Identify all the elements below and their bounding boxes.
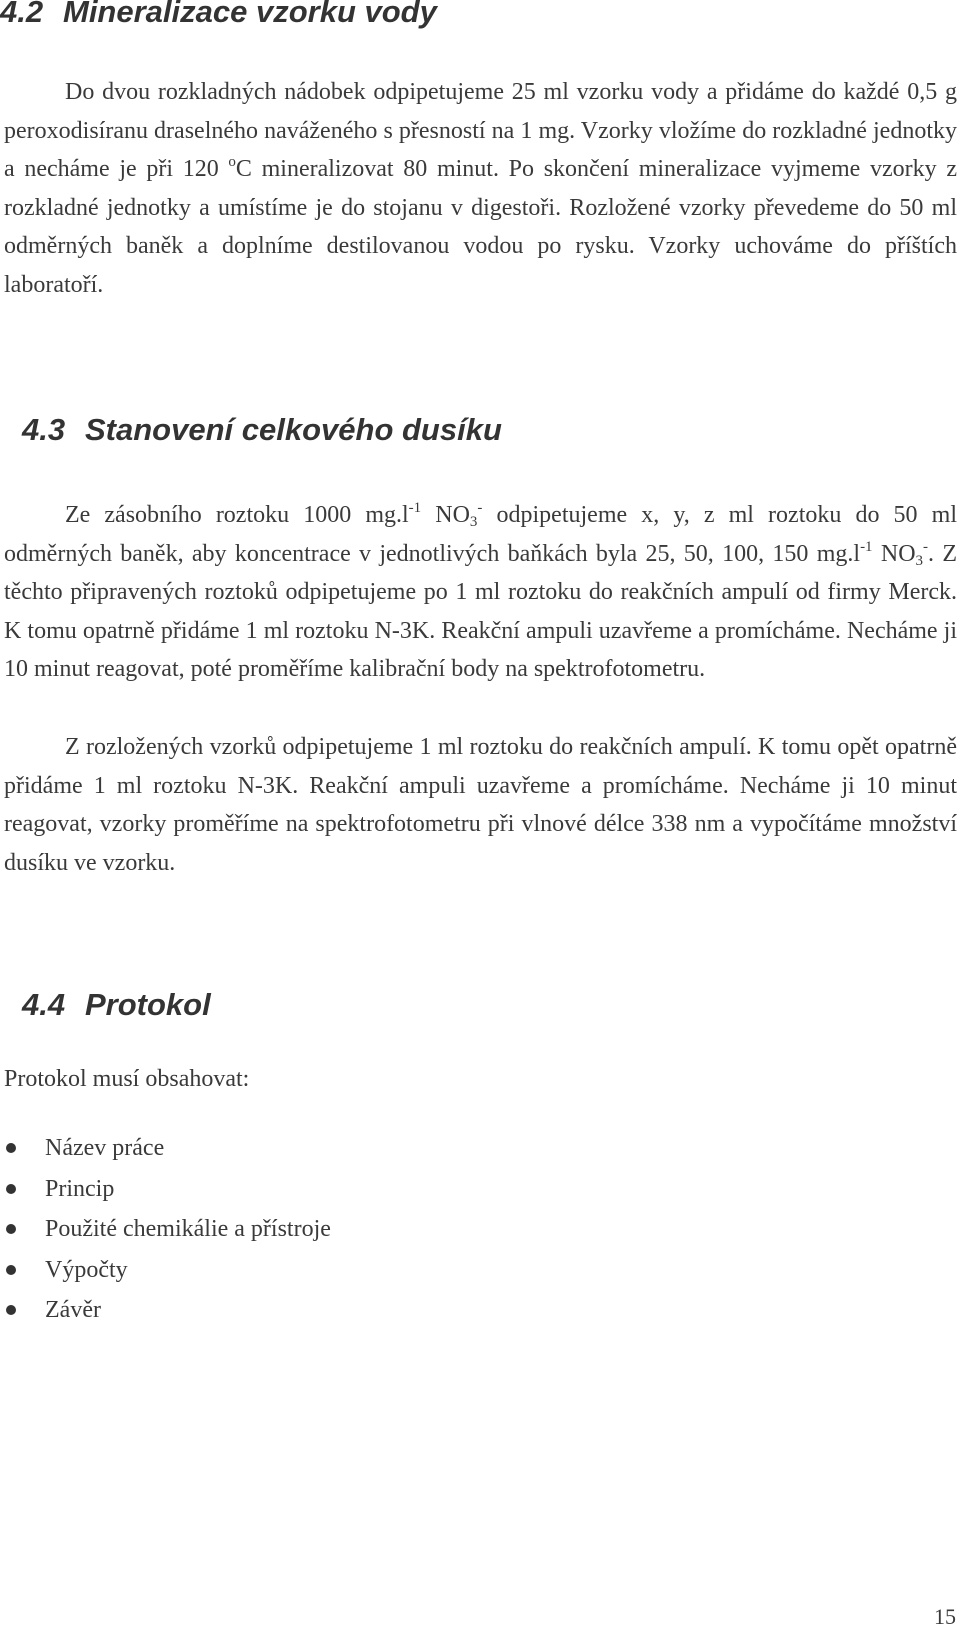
section-title: Mineralizace vzorku vody	[63, 0, 437, 29]
section-number: 4.4	[22, 987, 66, 1022]
section-heading-4-4	[22, 987, 211, 1023]
bullet-icon	[6, 1305, 16, 1315]
text-run: NO	[872, 540, 916, 567]
paragraph-calibration	[4, 496, 957, 689]
list-item-text: Princip	[45, 1175, 115, 1202]
section-title: Stanovení celkového dusíku	[85, 412, 502, 447]
section-heading-4-2	[0, 0, 437, 30]
text-run: Z rozložených vzorků odpipetujeme 1 ml roztoku do reakčních ampulí. K tomu opět opatrně přidáme 1 ml roztoku N-3K. Reakční ampuli uzavřeme a promícháme. Necháme ji 10 minut reagovat, vzorky proměříme na spektrofotometru při vlnové délce 338 nm a vypočítáme množství dusíku ve vzorku.	[4, 734, 957, 876]
superscript: -1	[408, 500, 422, 516]
list-item	[0, 1250, 331, 1291]
bullet-icon	[6, 1265, 16, 1275]
superscript: -1	[860, 538, 873, 555]
page-number: 15	[934, 1604, 956, 1629]
list-item	[0, 1290, 331, 1331]
text-run: Ze zásobního roztoku 1000 mg.l	[65, 502, 409, 528]
protocol-intro: Protokol musí obsahovat:	[4, 1066, 250, 1092]
text-run: odpipetujeme x, y, z ml roztoku do 50 ml odměrných baněk, aby koncentrace v jednotlivých baňkách byla 25, 50, 100, 150 mg.l	[4, 502, 957, 567]
list-item-text: Závěr	[45, 1297, 101, 1323]
text-run: NO	[421, 502, 470, 528]
protocol-list	[0, 1128, 331, 1331]
text-run: . Z těchto připravených roztoků odpipetujeme po 1 ml roztoku do reakčních ampulí od firmy Merck. K tomu opatrně přidáme 1 ml roztoku N-3K. Reakční ampuli uzavřeme a promícháme. Necháme ji 10 minut reagovat, poté proměříme kalibrační body na spektrofotometru.	[4, 540, 957, 682]
section-number: 4.2	[0, 0, 44, 29]
subscript: 3	[469, 514, 478, 530]
section-heading-4-3	[22, 412, 502, 448]
list-item-text: Použité chemikálie a přístroje	[45, 1216, 331, 1242]
list-item	[0, 1169, 331, 1210]
bullet-icon	[6, 1224, 16, 1234]
superscript: o	[228, 154, 236, 170]
list-item-text: Výpočty	[45, 1256, 128, 1283]
list-item	[0, 1128, 331, 1169]
superscript: -	[477, 500, 483, 516]
superscript: -	[923, 538, 929, 555]
paragraph-sample-measurement	[4, 728, 957, 882]
section-number: 4.3	[22, 412, 66, 447]
list-item-text: Název práce	[45, 1135, 165, 1161]
list-item	[0, 1209, 331, 1250]
subscript: 3	[915, 552, 924, 569]
section-title: Protokol	[85, 987, 211, 1022]
paragraph-mineralization	[4, 73, 957, 304]
bullet-icon	[6, 1143, 16, 1153]
bullet-icon	[6, 1184, 16, 1194]
text-run: C mineralizovat 80 minut. Po skončení mineralizace vyjmeme vzorky z rozkladné jednotky a umístíme je do stojanu v digestoři. Rozložené vzorky převedeme do 50 ml odměrných baněk a doplníme destilovanou vodou po rysku. Vzorky uchováme do příštích laboratoří.	[4, 156, 957, 298]
text-run: Do dvou rozkladných nádobek odpipetujeme 25 ml vzorku vody a přidáme do každé 0,5 g peroxodisíranu draselného naváženého s přesností na 1 mg. Vzorky vložíme do rozkladné jednotky a necháme je při 120	[4, 79, 957, 182]
